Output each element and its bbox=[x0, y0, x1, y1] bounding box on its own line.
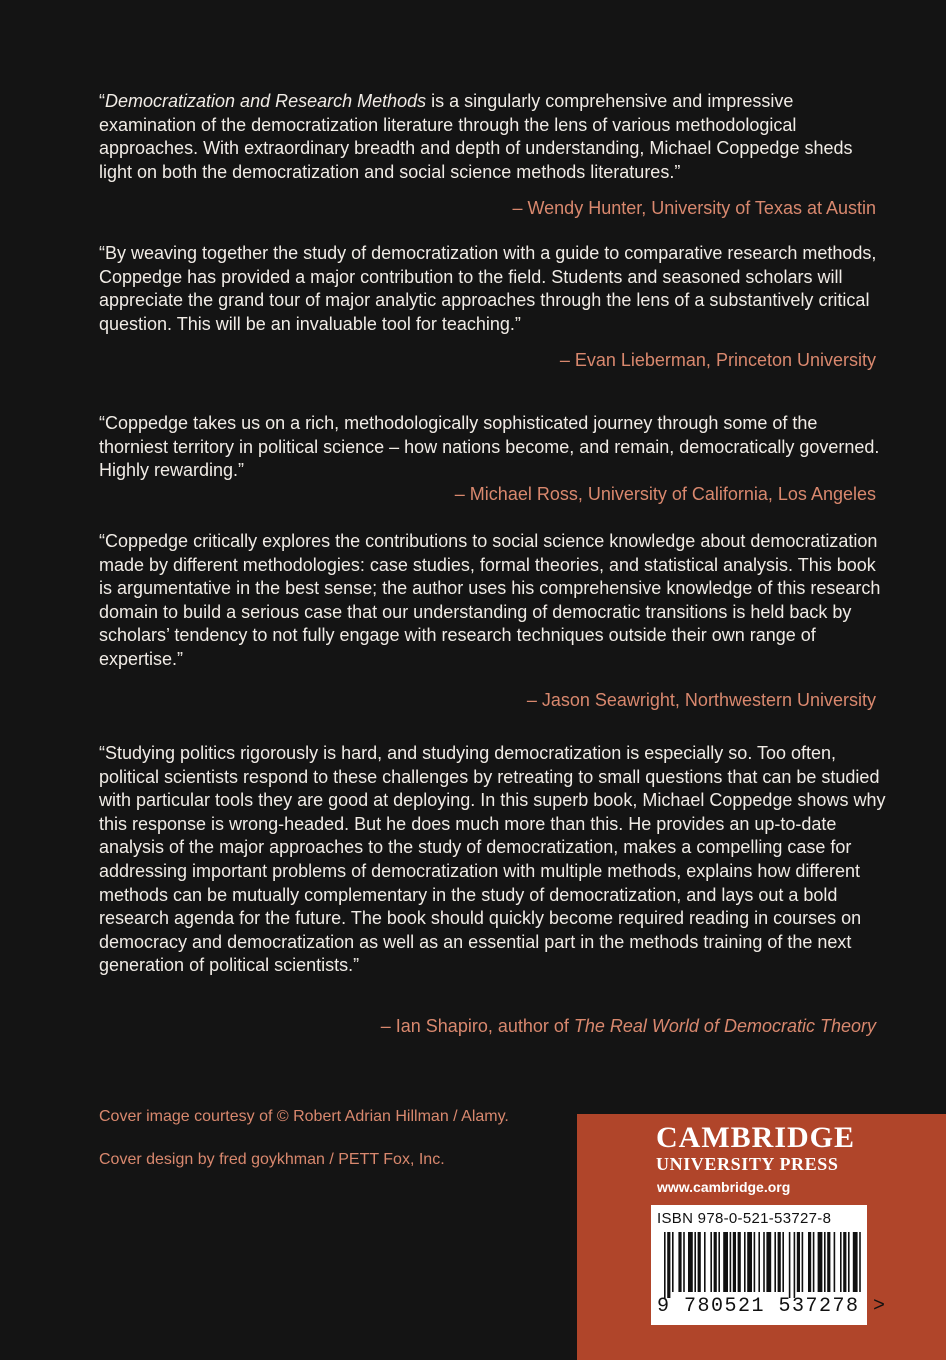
attribution-5-text: – Ian Shapiro, author of bbox=[380, 1016, 574, 1036]
barcode-bar bbox=[718, 1232, 720, 1292]
barcode-bar bbox=[704, 1232, 706, 1292]
blurb-1: “Democratization and Research Methods is a singularly comprehensive and impressive examination of the democratization literature through the lens of various methodological approaches. With extraordinary breadth and depth of understanding, Michael Coppedge sheds light on both the democratization and social science methods literatures.” bbox=[99, 91, 853, 182]
barcode-bar bbox=[664, 1232, 666, 1298]
publisher-url: www.cambridge.org bbox=[657, 1179, 791, 1195]
cover-image-credit: Cover image courtesy of © Robert Adrian Hillman / Alamy. bbox=[99, 1108, 509, 1125]
barcode-bar bbox=[808, 1232, 811, 1292]
barcode-bar bbox=[763, 1232, 765, 1292]
barcode-bar bbox=[813, 1232, 815, 1292]
attribution-1: – Wendy Hunter, University of Texas at Austin bbox=[512, 198, 876, 218]
book-title-italic: Democratization and Research Methods bbox=[105, 91, 427, 111]
barcode-bar bbox=[730, 1232, 732, 1292]
barcode-bar bbox=[714, 1232, 717, 1292]
attribution-2: – Evan Lieberman, Princeton University bbox=[559, 350, 876, 370]
barcode-bar bbox=[723, 1232, 728, 1292]
publisher-logo-sub: UNIVERSITY PRESS bbox=[656, 1154, 839, 1174]
barcode-bar bbox=[672, 1232, 674, 1292]
barcode-bar bbox=[789, 1232, 791, 1298]
blurb-1-text: is a singularly comprehensive and impressive examination of the democratization literature through the lens of various methodological approaches. With extraordinary breadth and depth of understanding, Michael Coppedge sheds light on both the democratization and social science methods literatures.” bbox=[99, 91, 853, 182]
barcode-bar bbox=[802, 1232, 804, 1292]
barcode-bar bbox=[678, 1232, 681, 1292]
barcode-bar bbox=[827, 1232, 830, 1292]
barcode-bar bbox=[733, 1232, 736, 1292]
barcode-bar bbox=[840, 1232, 842, 1292]
barcode-bar bbox=[782, 1232, 784, 1292]
attribution-3: – Michael Ross, University of California, Los Angeles bbox=[454, 484, 876, 504]
barcode-bar bbox=[738, 1232, 741, 1292]
barcode-bar bbox=[688, 1232, 693, 1292]
isbn-label: ISBN 978-0-521-53727-8 bbox=[657, 1210, 832, 1227]
barcode-bar bbox=[754, 1232, 756, 1292]
barcode-bar bbox=[744, 1232, 746, 1292]
blurb-3: “Coppedge takes us on a rich, methodologically sophisticated journey through some of the thorniest territory in political science – how nations become, and remain, democratically governed. Highly rewarding.” bbox=[99, 413, 880, 481]
barcode-bar bbox=[834, 1232, 836, 1292]
barcode-bar bbox=[848, 1232, 850, 1292]
publisher-logo-name: CAMBRIDGE bbox=[656, 1121, 856, 1154]
barcode-bar bbox=[710, 1232, 712, 1292]
barcode-bar bbox=[859, 1232, 861, 1292]
barcode-bar bbox=[766, 1232, 771, 1292]
barcode-bar bbox=[694, 1232, 696, 1292]
attribution-5-work: The Real World of Democratic Theory bbox=[573, 1016, 876, 1036]
cover-design-credit: Cover design by fred goykhman / PETT Fox, Inc. bbox=[99, 1151, 445, 1168]
blurb-5: “Studying politics rigorously is hard, and studying democratization is especially so. Too often, political scientists respond to these challenges by retreating to small questions that can be studied with particular tools they are good at deploying. In this superb book, Michael Coppedge shows why this response is wrong-headed. But he does much more than this. He provides an up-to-date analysis of the major approaches to the study of democratization, makes a compelling case for addressing important problems of democratization with multiple methods, explains how different methods can be mutually complementary in the study of democratization, and lays out a bold research agenda for the future. The book should quickly become required reading in courses on democracy and democratization as well as an essential part in the methods training of the next generation of political scientists.” bbox=[99, 743, 886, 976]
barcode-bar bbox=[774, 1232, 776, 1292]
blurb-4: “Coppedge critically explores the contributions to social science knowledge about democratization made by different methodologies: case studies, formal theories, and statistical analysis. This book is argumentative in the best sense; the author uses his comprehensive knowledge of this research domain to build a serious case that our understanding of democratic transitions is held back by scholars’ tendency to not fully engage with research techniques outside their own range of expertise.” bbox=[99, 531, 881, 669]
barcode-bar bbox=[778, 1232, 781, 1292]
barcode-bar bbox=[794, 1232, 796, 1298]
barcode-bar bbox=[797, 1232, 800, 1292]
barcode-bar bbox=[667, 1232, 670, 1298]
attribution-4: – Jason Seawright, Northwestern University bbox=[526, 690, 876, 710]
barcode-bar bbox=[853, 1232, 858, 1292]
barcode-bar bbox=[818, 1232, 823, 1292]
barcode-digits: 9 780521 537278 > bbox=[657, 1295, 887, 1318]
barcode-bar bbox=[824, 1232, 826, 1292]
barcode-bar bbox=[683, 1232, 685, 1292]
barcode-bar bbox=[698, 1232, 701, 1292]
barcode-bar bbox=[843, 1232, 846, 1292]
barcode-bar bbox=[758, 1232, 760, 1292]
barcode-bar bbox=[747, 1232, 752, 1292]
blurb-2: “By weaving together the study of democratization with a guide to comparative research methods, Coppedge has provided a major contribution to the field. Students and seasoned scholars will appreciate the grand tour of major analytic approaches through the lens of a substantively critical question. This will be an invaluable tool for teaching.” bbox=[99, 243, 877, 334]
